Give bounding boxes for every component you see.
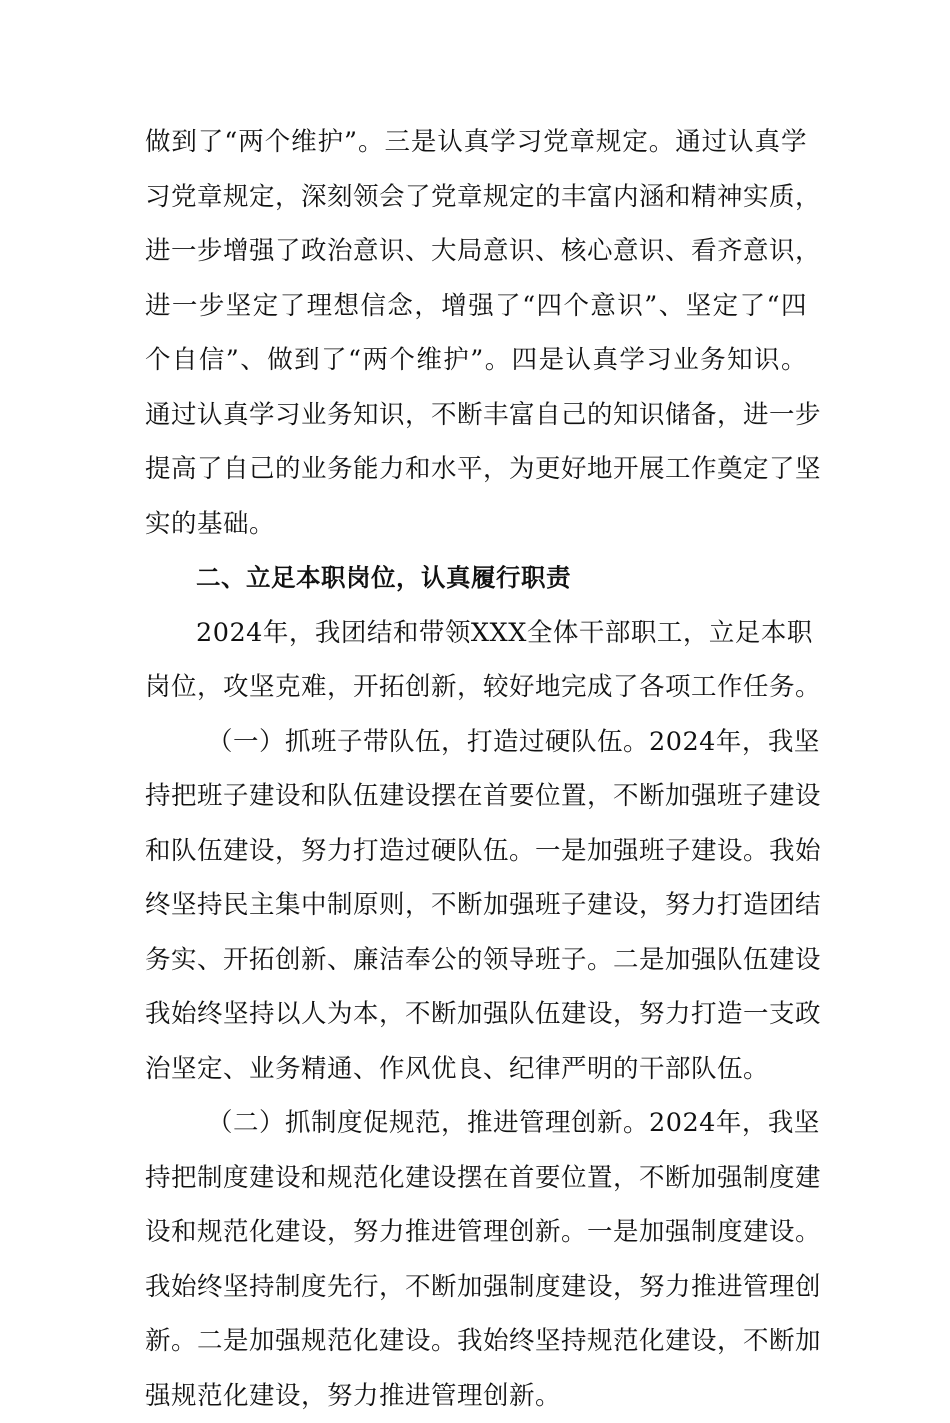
- paragraph-line: 务实、开拓创新、廉洁奉公的领导班子。二是加强队伍建设: [145, 933, 807, 988]
- paragraph-line: 我始终坚持以人为本，不断加强队伍建设，努力打造一支政: [145, 987, 807, 1042]
- paragraph-line: 习党章规定，深刻领会了党章规定的丰富内涵和精神实质，: [145, 170, 807, 225]
- paragraph-line: 和队伍建设，努力打造过硬队伍。一是加强班子建设。我始: [145, 824, 807, 879]
- paragraph-line: 提高了自己的业务能力和水平，为更好地开展工作奠定了坚: [145, 442, 807, 497]
- paragraph-line: 终坚持民主集中制原则，不断加强班子建设，努力打造团结: [145, 878, 807, 933]
- paragraph-line: 持把制度建设和规范化建设摆在首要位置，不断加强制度建: [145, 1151, 807, 1206]
- subsection-lead-line: （一）抓班子带队伍，打造过硬队伍。2024年，我坚: [145, 715, 807, 770]
- paragraph-line: 2024年，我团结和带领XXX全体干部职工，立足本职: [145, 606, 807, 661]
- paragraph-line: 进一步增强了政治意识、大局意识、核心意识、看齐意识，: [145, 224, 807, 279]
- paragraph-line: 新。二是加强规范化建设。我始终坚持规范化建设，不断加: [145, 1314, 807, 1369]
- paragraph-line: 个自信”、做到了“两个维护”。四是认真学习业务知识。: [145, 333, 807, 388]
- paragraph-line: 做到了“两个维护”。三是认真学习党章规定。通过认真学: [145, 115, 807, 170]
- section-heading: 二、立足本职岗位，认真履行职责: [145, 551, 807, 606]
- paragraph-line: 设和规范化建设，努力推进管理创新。一是加强制度建设。: [145, 1205, 807, 1260]
- paragraph-line: 通过认真学习业务知识，不断丰富自己的知识储备，进一步: [145, 388, 807, 443]
- paragraph-line: 进一步坚定了理想信念，增强了“四个意识”、坚定了“四: [145, 279, 807, 334]
- paragraph-line: 治坚定、业务精通、作风优良、纪律严明的干部队伍。: [145, 1042, 807, 1097]
- paragraph-line: 我始终坚持制度先行，不断加强制度建设，努力推进管理创: [145, 1260, 807, 1315]
- subsection-lead-line: （二）抓制度促规范，推进管理创新。2024年，我坚: [145, 1096, 807, 1151]
- paragraph-line: 实的基础。: [145, 497, 807, 552]
- paragraph-line: 岗位，攻坚克难，开拓创新，较好地完成了各项工作任务。: [145, 660, 807, 715]
- paragraph-line: 强规范化建设，努力推进管理创新。: [145, 1369, 807, 1423]
- document-body: [145, 115, 807, 1423]
- paragraph-line: 持把班子建设和队伍建设摆在首要位置，不断加强班子建设: [145, 769, 807, 824]
